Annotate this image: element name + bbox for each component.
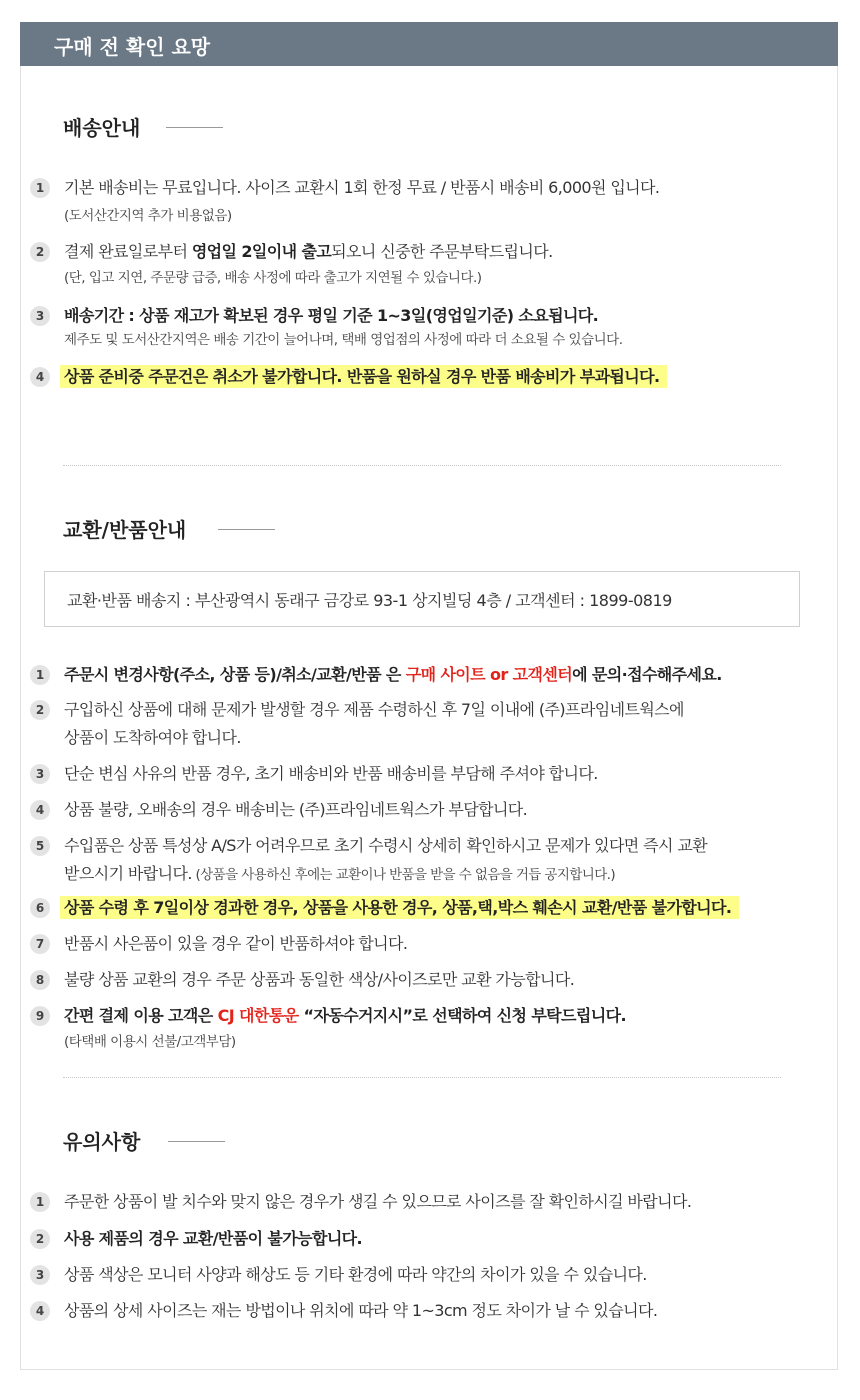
item-text	[64, 302, 598, 330]
item-text-bold: 배송기간 : 상품 재고가 확보된 경우 평일 기준 1~3일(영업일기준) 소요됩니다.	[64, 306, 599, 325]
item-text-bold: 사용 제품의 경우 교환/반품이 불가능합니다.	[64, 1229, 363, 1248]
banner-title: 구매 전 확인 요망	[54, 35, 211, 59]
shipping-section-title: 배송안내	[63, 116, 141, 140]
item-number-badge: 9	[30, 1006, 50, 1026]
item-text: 상품 색상은 모니터 사양과 해상도 등 기타 환경에 따라 약간의 차이가 있을 수 있습니다.	[64, 1265, 647, 1284]
item-text	[60, 363, 667, 391]
item-text	[64, 1225, 362, 1253]
item-text-red: 구매 사이트 or 고객센터	[405, 665, 573, 684]
item-subtext: (도서산간지역 추가 비용없음)	[64, 208, 232, 224]
item-text: 수입품은 상품 특성상 A/S가 어려우므로 초기 수령시 상세히 확인하시고 문제가 있다면 즉시 교환	[64, 836, 708, 855]
item-text: 구입하신 상품에 대해 문제가 발생할 경우 제품 수령하신 후 7일 이내에 (주)프라임네트웍스에	[64, 700, 684, 719]
return-address-box	[44, 571, 800, 627]
item-number-badge: 4	[30, 367, 50, 387]
item-number-badge: 4	[30, 1301, 50, 1321]
item-text	[64, 238, 553, 266]
item-text-bold: 영업일 2일이내 출고	[191, 242, 332, 261]
item-number-badge: 6	[30, 898, 50, 918]
item-subtext: 제주도 및 도서산간지역은 배송 기간이 늘어나며, 택배 영업점의 사정에 따라 더 소요될 수 있습니다.	[64, 332, 623, 348]
item-number-badge: 3	[30, 1265, 50, 1285]
item-text: 기본 배송비는 무료입니다. 사이즈 교환시 1회 한정 무료 / 반품시 배송비 6,000원 입니다.	[64, 178, 660, 197]
item-number-badge: 1	[30, 178, 50, 198]
item-text	[60, 894, 739, 922]
item-text-line2	[64, 860, 615, 889]
header-banner	[20, 22, 838, 66]
item-text-small: (상품을 사용하신 후에는 교환이나 반품을 받을 수 없음을 거듭 공지합니다.)	[191, 867, 615, 883]
item-number-badge: 3	[30, 764, 50, 784]
item-text: 반품시 사은품이 있을 경우 같이 반품하셔야 합니다.	[64, 934, 408, 953]
item-text: 상품 불량, 오배송의 경우 배송비는 (주)프라임네트웍스가 부담합니다.	[64, 800, 528, 819]
item-text-bold: 에 문의·접수해주세요.	[572, 665, 722, 684]
item-number-badge: 8	[30, 970, 50, 990]
item-text: 상품의 상세 사이즈는 재는 방법이나 위치에 따라 약 1~3cm 정도 차이가 날 수 있습니다.	[64, 1301, 658, 1320]
item-number-badge: 1	[30, 1192, 50, 1212]
item-text: 불량 상품 교환의 경우 주문 상품과 동일한 색상/사이즈로만 교환 가능합니다.	[64, 970, 575, 989]
item-subtext: (단, 입고 지연, 주문량 급증, 배송 사정에 따라 출고가 지연될 수 있습니다.)	[64, 270, 482, 286]
item-number-badge: 7	[30, 934, 50, 954]
item-number-badge: 4	[30, 800, 50, 820]
item-text: 주문한 상품이 발 치수와 맞지 않은 경우가 생길 수 있으므로 사이즈를 잘 확인하시길 바랍니다.	[64, 1192, 692, 1211]
item-number-badge: 2	[30, 1229, 50, 1249]
item-number-badge: 1	[30, 665, 50, 685]
item-text-bold: 간편 결제 이용 고객은	[64, 1006, 218, 1025]
item-text-bold: 주문시 변경사항(주소, 상품 등)/취소/교환/반품 은	[64, 665, 406, 684]
item-number-badge: 2	[30, 242, 50, 262]
highlighted-notice: 상품 준비중 주문건은 취소가 불가합니다. 반품을 원하실 경우 반품 배송비가 부과됩니다.	[60, 365, 667, 388]
item-number-badge: 2	[30, 700, 50, 720]
item-number-badge: 3	[30, 306, 50, 326]
item-text-part: 받으시기 바랍니다.	[64, 864, 192, 883]
item-number-badge: 5	[30, 836, 50, 856]
item-subtext: (타택배 이용시 선불/고객부담)	[64, 1034, 236, 1050]
section-divider	[63, 1077, 781, 1078]
return-address-text: 교환·반품 배송지 : 부산광역시 동래구 금강로 93-1 상지빌딩 4층 / 고객센터 : 1899-0819	[67, 591, 672, 610]
item-text-part: 되오니 신중한 주문부탁드립니다.	[331, 242, 553, 261]
section-divider	[63, 465, 781, 466]
returns-section-title: 교환/반품안내	[63, 518, 187, 542]
item-text	[64, 661, 722, 689]
item-text-line2: 상품이 도착하여야 합니다.	[64, 728, 241, 747]
highlighted-notice: 상품 수령 후 7일이상 경과한 경우, 상품을 사용한 경우, 상품,택,박스 훼손시 교환/반품 불가합니다.	[60, 896, 739, 919]
item-text: 단순 변심 사유의 반품 경우, 초기 배송비와 반품 배송비를 부담해 주셔야 합니다.	[64, 764, 598, 783]
item-text-bold: “자동수거지시”로 선택하여 신청 부탁드립니다.	[298, 1006, 626, 1025]
notes-section-title: 유의사항	[63, 1130, 141, 1154]
shipping-title-line	[166, 127, 223, 128]
item-text-part: 결제 완료일로부터	[64, 242, 192, 261]
item-text	[64, 1002, 626, 1030]
notes-title-line	[168, 1141, 225, 1142]
item-text-red: CJ 대한통운	[217, 1006, 299, 1025]
returns-title-line	[218, 529, 275, 530]
